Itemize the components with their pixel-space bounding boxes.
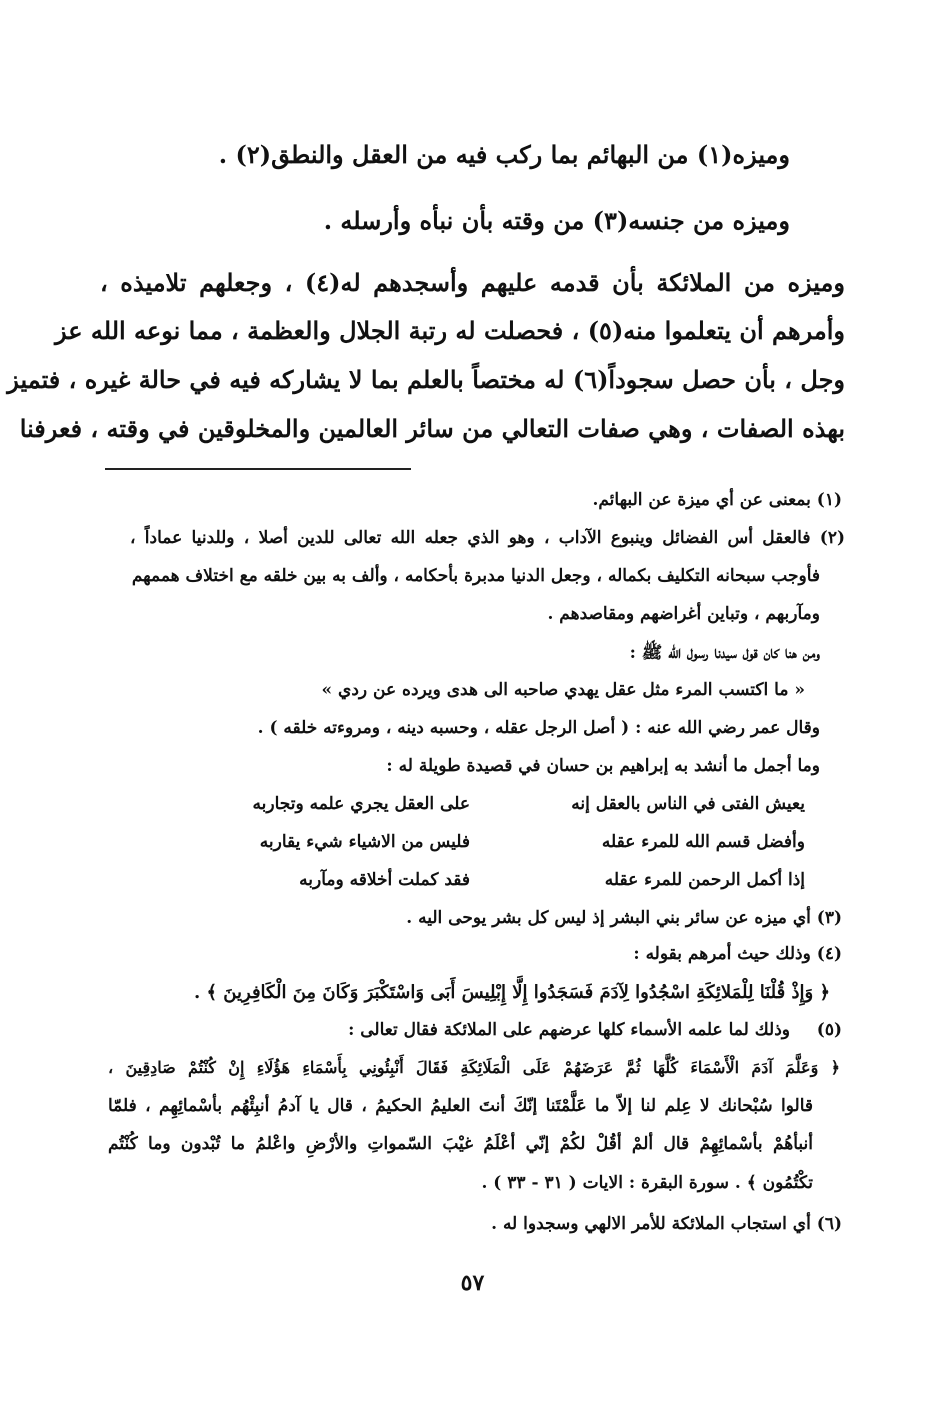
- footnote-5-quran-line-2: قالوا سُبْحانك لا عِلم لنا إلاّ ما عَلَّمْتَنا إنّكَ أنتَ العليمُ الحكيمُ ، قال يا آدمُ أنبِئْهُم بأسْمائِهِم ، فلمّا: [108, 1096, 813, 1116]
- footnote-5-number: (٥): [816, 1020, 842, 1040]
- footnote-6: (٦) أي استجاب الملائكة للأمر الالهي وسجدوا له .: [491, 1214, 842, 1234]
- poem-verse-2-first-half: وأفضل قسم الله للمرء عقله: [601, 832, 805, 852]
- main-text-line-5: وجل ، بأن حصل سجوداً(٦) له مختصاً بالعلم بما لا يشاركه فيه في حالة غيره ، فتميز: [7, 365, 845, 394]
- footnote-2-line-4: ومن هنا كان قول سيدنا رسول الله ﷺ :: [629, 643, 820, 663]
- footnote-separator: [105, 468, 411, 470]
- footnote-5-quran-line-4: تكْتُمُون ﴾ . سورة البقرة : الايات ( ٣١ - ٣٣ ) .: [481, 1173, 813, 1193]
- page-number: ٥٧: [460, 1270, 485, 1296]
- footnote-5-quran-line-1: ﴿ وَعَلَّمَ آدَمَ الْأَسْمَاءَ كُلَّهَا ثُمَّ عَرَضَهُمْ عَلَى الْمَلَائِكَةِ فَقَالَ أَنْبِئُونِي بِأَسْمَاءِ هَؤُلَاءِ إِنْ كُنْتُمْ صَادِقِينَ ،: [108, 1058, 840, 1077]
- poem-verse-1-first-half: يعيش الفتى في الناس بالعقل إنه: [571, 794, 805, 814]
- footnote-1: (١) بمعنى عن أي ميزة عن البهائم.: [592, 490, 842, 510]
- footnote-2-line-6: وقال عمر رضي الله عنه : ( أصل الرجل عقله ، وحسبه دينه ، ومروءته خلقه ) .: [257, 718, 820, 738]
- main-text-line-1: وميزه(١) من البهائم بما ركب فيه من العقل والنطق(٢) .: [218, 140, 790, 169]
- footnote-4-quran-verse: ﴿ وَإِذْ قُلْنَا لِلْمَلائِكَةِ اسْجُدُوا لِآدَمَ فَسَجَدُوا إِلَّا إِبْلِيسَ أَبَى وَاسْتَكْبَرَ وَكَانَ مِنَ الْكَافِرِينَ ﴾ .: [193, 982, 830, 1003]
- footnote-2-line-2: فأوجب سبحانه التكليف بكماله ، وجعل الدنيا مدبرة بأحكامه ، وألف به بين خلقه مع اختلاف هممهم: [131, 566, 820, 586]
- footnote-2-line-7: وما أجمل ما أنشد به إبراهيم بن حسان في قصيدة طويلة له :: [386, 756, 820, 776]
- footnote-5: وذلك لما علمه الأسماء كلها عرضهم على الملائكة فقال تعالى :: [348, 1020, 790, 1040]
- footnote-2-hadith: « ما اكتسب المرء مثل عقل يهدي صاحبه الى هدى ويرده عن ردي »: [321, 680, 805, 700]
- main-text-line-6: بهذه الصفات ، وهي صفات التعالي من سائر العالمين والمخلوقين في وقته ، فعرفنا: [19, 414, 845, 443]
- poem-verse-3-second-half: فقد كملت أخلاقه ومآربه: [299, 870, 470, 890]
- footnote-4: (٤) وذلك حيث أمرهم بقوله :: [633, 944, 842, 964]
- poem-verse-1-second-half: على العقل يجري علمه وتجاربه: [252, 794, 470, 814]
- main-text-line-3: وميزه من الملائكة بأن قدمه عليهم وأسجدهم له(٤) ، وجعلهم تلاميذه ،: [100, 268, 845, 297]
- poem-verse-2-second-half: فليس من الاشياء شيء يقاربه: [259, 832, 470, 852]
- poem-verse-3-first-half: إذا أكمل الرحمن للمرء عقله: [604, 870, 805, 890]
- main-text-line-4: وأمرهم أن يتعلموا منه(٥) ، فحصلت له رتبة الجلال والعظمة ، مما نوعه الله عز: [54, 316, 845, 345]
- footnote-5-quran-line-3: أنبأهُمْ بأسْمائِهِمْ قال ألمْ أقُلْ لكُمْ إنّي أعْلَمُ غيْبَ السّمواتِ والأرْضِ واعْلمُ ما تُبْدون وما كُنْتُم: [108, 1134, 813, 1154]
- footnote-2-line-1: (٢) فالعقل أس الفضائل وينبوع الآداب ، وهو الذي جعله الله تعالى للدين أصلا ، وللدنيا عماداً ،: [130, 528, 845, 548]
- footnote-2-line-3: ومآربهم ، وتباين أغراضهم ومقاصدهم .: [547, 604, 820, 624]
- main-text-line-2: وميزه من جنسه(٣) من وقته بأن نبأه وأرسله .: [323, 206, 790, 235]
- footnote-3: (٣) أي ميزه عن سائر بني البشر إذ ليس كل بشر يوحى اليه .: [406, 908, 842, 928]
